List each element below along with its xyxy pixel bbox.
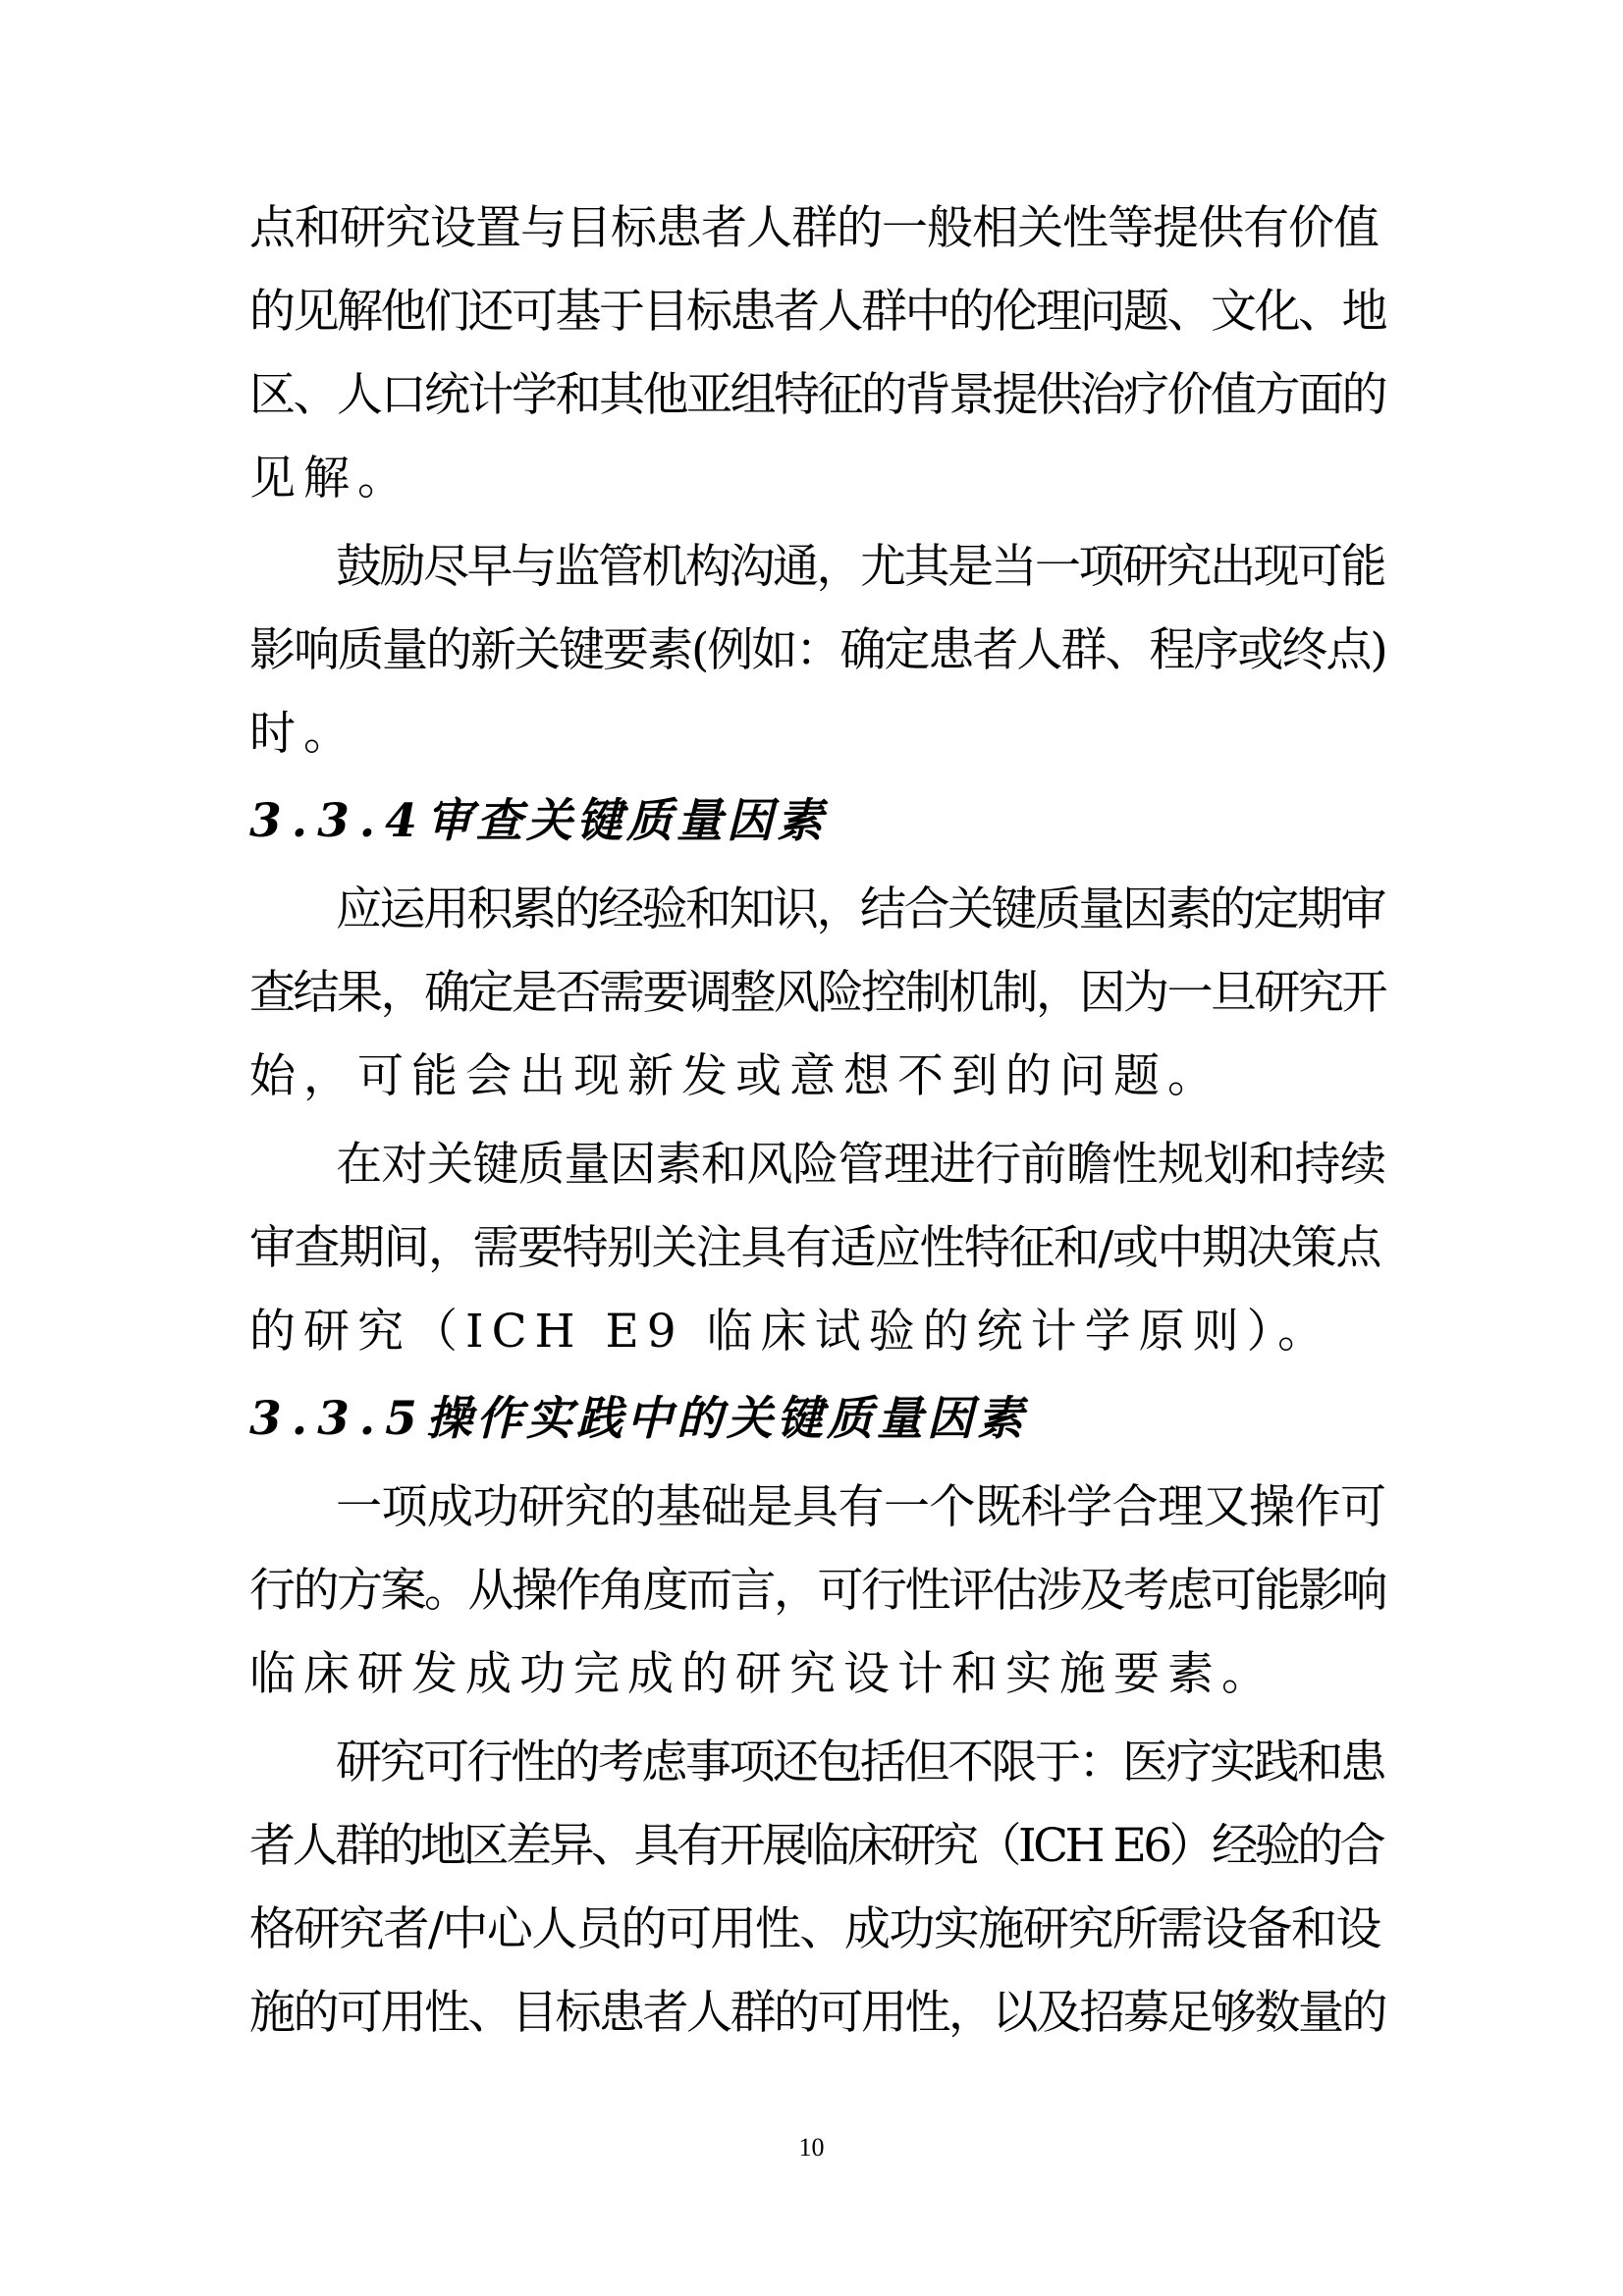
paragraph-line: 查结果，确定是否需要调整风险控制机制，因为一旦研究开 bbox=[249, 966, 1385, 1020]
paragraph-line: 时。 bbox=[249, 707, 357, 761]
section-title: 操作实践中的关键质量因素 bbox=[426, 1392, 1027, 1446]
page-number: 10 bbox=[798, 2133, 825, 2162]
paragraph-line: 的研究（ICH E9 临床试验的统计学原则）。 bbox=[249, 1305, 1332, 1359]
paragraph-line: 鼓励尽早与监管机构沟通，尤其是当一项研究出现可能 bbox=[336, 540, 1384, 594]
paragraph-line: 点和研究设置与目标患者人群的一般相关性等提供有价值 bbox=[249, 201, 1379, 255]
paragraph-line: 研究可行性的考虑事项还包括但不限于：医疗实践和患 bbox=[336, 1735, 1384, 1789]
paragraph-line: 者人群的地区差异、具有开展临床研究（ICH E6）经验的合 bbox=[249, 1819, 1383, 1873]
paragraph-line: 行的方案。从操作角度而言，可行性评估涉及考虑可能影响 bbox=[249, 1564, 1385, 1618]
section-heading-3-3-4 bbox=[249, 782, 1388, 861]
paragraph-line: 在对关键质量因素和风险管理进行前瞻性规划和持续 bbox=[336, 1138, 1386, 1192]
paragraph-line: 临床研发成功完成的研究设计和实施要素。 bbox=[249, 1647, 1275, 1701]
paragraph-line: 应运用积累的经验和知识，结合关键质量因素的定期审 bbox=[336, 882, 1384, 936]
section-number: 3.3.4 bbox=[249, 794, 427, 848]
section-number: 3.3.5 bbox=[249, 1392, 427, 1446]
paragraph-line: 见解。 bbox=[249, 452, 411, 506]
paragraph-line: 的见解他们还可基于目标患者人群中的伦理问题、文化、地 bbox=[249, 285, 1385, 339]
section-heading-3-3-5 bbox=[249, 1380, 1388, 1459]
paragraph-line: 审查期间，需要特别关注具有适应性特征和/或中期决策点 bbox=[249, 1221, 1380, 1275]
paragraph-line: 影响质量的新关键要素(例如：确定患者人群、程序或终点) bbox=[249, 623, 1386, 677]
paragraph-line: 施的可用性、目标患者人群的可用性，以及招募足够数量的 bbox=[249, 1986, 1385, 2040]
paragraph-line: 格研究者/中心人员的可用性、成功实施研究所需设备和设 bbox=[249, 1902, 1380, 1956]
section-title: 审查关键质量因素 bbox=[426, 794, 827, 848]
paragraph-line: 区、人口统计学和其他亚组特征的背景提供治疗价值方面的 bbox=[249, 368, 1385, 422]
paragraph-line: 始，可能会出现新发或意想不到的问题。 bbox=[249, 1049, 1221, 1103]
paragraph-line: 一项成功研究的基础是具有一个既科学合理又操作可 bbox=[336, 1480, 1386, 1534]
